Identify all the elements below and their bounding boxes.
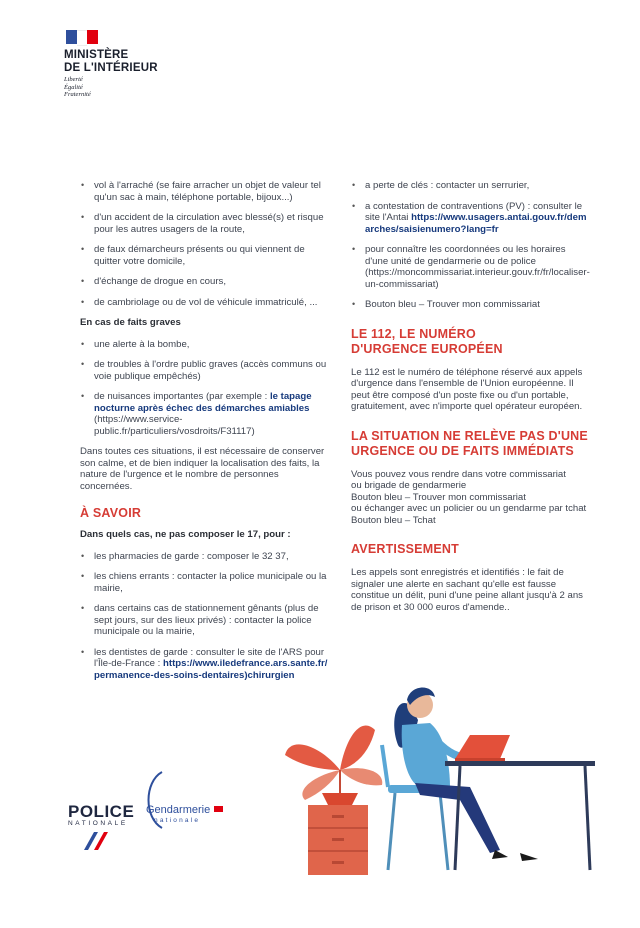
right-column	[351, 180, 591, 625]
motto-fraternite: Fraternité	[64, 91, 91, 98]
a-savoir-title: À SAVOIR	[80, 506, 142, 520]
list-item: • de troubles à l'ordre public graves (accès communs ou voie publique empêchés)	[80, 359, 332, 382]
grave-facts-list	[80, 339, 332, 438]
ministry-line-1: MINISTÈRE	[64, 49, 129, 61]
112-title	[351, 327, 591, 357]
avertissement-title: AVERTISSEMENT	[351, 542, 459, 556]
list-item: • les chiens errants : contacter la police municipale ou la mairie,	[80, 571, 332, 594]
motto-liberte: Liberté	[64, 76, 83, 83]
non-urgent-line: ou échanger avec un policier ou un gendarme par tchat	[351, 503, 587, 514]
list-item: • une alerte à la bombe,	[80, 339, 332, 351]
woman-figure-icon	[394, 688, 538, 861]
plant-icon	[285, 726, 382, 805]
list-item: • Bouton bleu – Trouver mon commissariat	[351, 299, 591, 311]
police-logo-line-2: NATIONALE	[68, 820, 128, 827]
112-title-line-1: LE 112, LE NUMÉRO	[351, 326, 476, 341]
tapage-nocturne-text: le tapage nocturne après échec des démarches amiables	[94, 391, 312, 414]
police-flag-stripes-icon	[80, 830, 120, 852]
left-column	[80, 180, 332, 690]
list-item: • d'échange de drogue en cours,	[80, 276, 332, 288]
gendarmerie-flag-icon	[214, 806, 223, 812]
list-item: • de faux démarcheurs présents ou qui viennent de quitter votre domicile,	[80, 244, 332, 267]
motto-egalite: Égalité	[64, 83, 83, 91]
112-title-line-2: D'URGENCE EUROPÉEN	[351, 341, 503, 356]
antai-link[interactable]: https://www.usagers.antai.gouv.fr/demarches/saisienumero?lang=fr	[365, 212, 587, 235]
a-savoir-list	[80, 551, 332, 682]
other-cases-list	[351, 180, 591, 311]
list-item: • vol à l'arraché (se faire arracher un objet de valeur tel qu'un sac à main, téléphone portable, bijoux...)	[80, 180, 332, 203]
112-paragraph: Le 112 est le numéro de téléphone réservé aux appels d'urgence dans l'ensemble de l'Union européenne. Il peut être composé d'un poste fixe ou d'un portable, gratuitement, avec n'importe quel opérateur européen.	[351, 366, 583, 412]
list-item: • les pharmacies de garde : composer le 32 37,	[80, 551, 332, 563]
find-commissariat-text: Bouton bleu – Trouver mon commissariat	[351, 491, 526, 503]
nuisance-text: de nuisances importantes (par exemple :	[94, 391, 270, 402]
ministry-name	[64, 49, 158, 75]
list-item: • dans certains cas de stationnement gênants (plus de sept jours, sur des lieux privés) : contacter la police municipale ou la mairie,	[80, 603, 332, 638]
gendarmerie-logo-line-2: nationale	[154, 817, 201, 824]
desk-icon	[445, 761, 595, 870]
list-item: • d'un accident de la circulation avec blessé(s) et risque pour les autres usagers de la route,	[80, 212, 332, 235]
republic-motto	[64, 76, 91, 99]
woman-laptop-illustration	[270, 675, 600, 875]
gendarmerie-nationale-logo	[140, 770, 230, 840]
drawer-cabinet-icon	[308, 805, 368, 875]
antai-text: a contestation de contraventions (PV) : consulter le site l'Antai	[365, 200, 583, 223]
police-logo-line-1: POLICE	[68, 802, 135, 821]
non-urgent-title	[351, 429, 591, 459]
service-public-url[interactable]: (https://www.service-public.fr/particuliers/vosdroits/F31117)	[94, 414, 255, 437]
list-item: • pour connaître les coordonnées ou les horaires d'une unité de gendarmerie ou de police (https://moncommissariat.interieur.gouv.fr/fr/localiser-un-commissariat)	[351, 244, 591, 290]
non-urgent-title-line-1: LA SITUATION NE RELÈVE PAS D'UNE	[351, 428, 588, 443]
avertissement-paragraph: Les appels sont enregistrés et identifiés : le fait de signaler une alerte en sachant qu'elle est fausse constitue un délit, puni d'une peine allant jusqu'à 2 ans de prison et 30 000 euros d'amende..	[351, 567, 583, 613]
non-urgent-text	[351, 469, 591, 527]
a-savoir-subtitle: Dans quels cas, ne pas composer le 17, pour :	[80, 529, 291, 540]
ars-link[interactable]: https://www.iledefrance.ars.sante.fr/permanence-des-soins-dentaires)chirurgien	[94, 658, 328, 681]
non-urgent-line: Vous pouvez vous rendre dans votre commissariat	[351, 468, 566, 480]
situations-list	[80, 180, 332, 308]
non-urgent-line: ou brigade de gendarmerie	[351, 480, 467, 491]
list-item	[351, 201, 591, 236]
list-item: • a perte de clés : contacter un serrurier,	[351, 180, 591, 192]
french-flag-logo	[66, 30, 98, 44]
grave-facts-heading: En cas de faits graves	[80, 317, 181, 328]
ministry-line-2: DE L'INTÉRIEUR	[64, 62, 158, 74]
calm-paragraph: Dans toutes ces situations, il est nécessaire de conserver son calme, et de bien indiquer la localisation des faits, la nature de l'urgence et le nombre de personnes concernées.	[80, 446, 325, 492]
police-nationale-logo	[68, 803, 134, 852]
list-item: • de cambriolage ou de vol de véhicule immatriculé, ...	[80, 297, 332, 309]
laptop-icon	[455, 735, 510, 761]
tchat-text: Bouton bleu – Tchat	[351, 514, 436, 526]
list-item	[80, 391, 332, 437]
dentist-text: les dentistes de garde : consulter le site de l'ARS pour l'Île-de-France :	[94, 646, 325, 669]
non-urgent-title-line-2: URGENCE OU DE FAITS IMMÉDIATS	[351, 443, 574, 458]
gendarmerie-logo-line-1: Gendarmerie	[146, 804, 211, 816]
